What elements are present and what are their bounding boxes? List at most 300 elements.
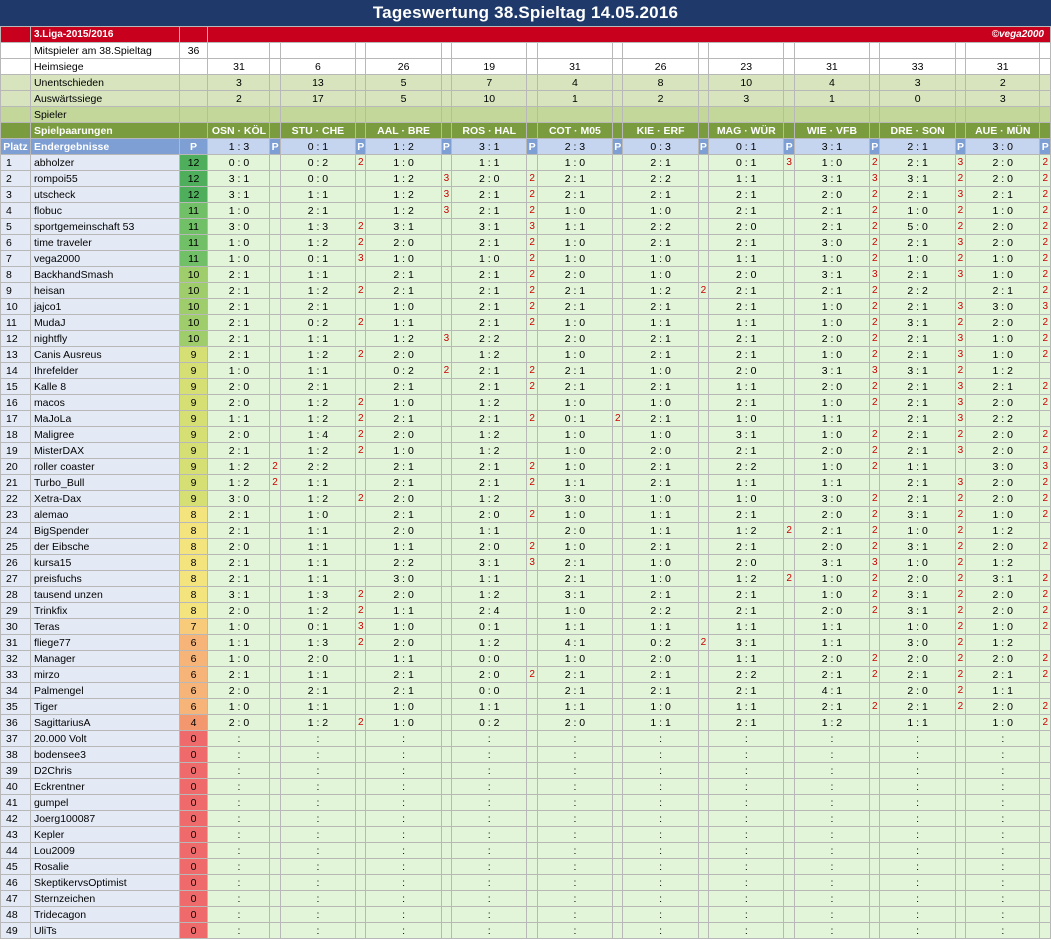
tip-points-empty xyxy=(1040,875,1051,891)
tip-cell: 2 : 1 xyxy=(366,683,441,699)
tip-cell: 2 : 1 xyxy=(794,667,869,683)
tip-points xyxy=(698,299,708,315)
tip-cell: 3 : 0 xyxy=(208,219,270,235)
tip-points-empty xyxy=(955,875,965,891)
tip-points: 2 xyxy=(527,267,537,283)
tip-points xyxy=(270,379,280,395)
tip-cell: 2 : 1 xyxy=(452,475,527,491)
tip-cell: 2 : 0 xyxy=(537,267,612,283)
tip-cell: 1 : 0 xyxy=(794,459,869,475)
tip-cell-empty: : xyxy=(280,907,355,923)
tip-cell-empty: : xyxy=(794,731,869,747)
tip-points xyxy=(270,683,280,699)
tip-points: 2 xyxy=(356,347,366,363)
tip-cell: 1 : 2 xyxy=(709,523,784,539)
tip-cell-empty: : xyxy=(280,731,355,747)
tip-points: 2 xyxy=(356,411,366,427)
tip-points: 2 xyxy=(870,395,880,411)
unentschieden-row-label: Unentschieden xyxy=(30,75,179,91)
tip-cell: 2 : 1 xyxy=(537,187,612,203)
tip-points xyxy=(270,619,280,635)
tip-cell-empty: : xyxy=(966,827,1040,843)
tip-cell: 2 : 1 xyxy=(452,283,527,299)
player-points: 8 xyxy=(179,539,208,555)
tip-points: 3 xyxy=(870,171,880,187)
tip-points: 2 xyxy=(527,667,537,683)
tip-cell: 2 : 1 xyxy=(623,411,698,427)
tip-cell-empty: : xyxy=(709,875,784,891)
player-name: Xetra-Dax xyxy=(30,491,179,507)
tip-points: 3 xyxy=(955,267,965,283)
tip-points xyxy=(784,555,794,571)
tip-cell: 1 : 2 xyxy=(452,347,527,363)
tip-cell: 0 : 1 xyxy=(280,619,355,635)
tip-cell: 2 : 2 xyxy=(366,555,441,571)
player-row xyxy=(1,411,1051,427)
tip-cell: 2 : 1 xyxy=(709,347,784,363)
tip-points xyxy=(527,699,537,715)
tip-cell: 2 : 1 xyxy=(366,283,441,299)
tip-cell-empty: : xyxy=(208,795,270,811)
tip-cell-empty: : xyxy=(794,859,869,875)
tip-cell: 1 : 1 xyxy=(537,475,612,491)
tip-points xyxy=(270,651,280,667)
player-row xyxy=(1,923,1051,939)
tip-points xyxy=(613,523,623,539)
tip-points-empty xyxy=(527,843,537,859)
tip-cell: 1 : 2 xyxy=(208,475,270,491)
player-points: 9 xyxy=(179,475,208,491)
player-points: 9 xyxy=(179,379,208,395)
tip-points xyxy=(784,363,794,379)
tip-cell: 2 : 0 xyxy=(966,603,1040,619)
tip-cell: 1 : 0 xyxy=(537,251,612,267)
tip-cell: 3 : 0 xyxy=(794,491,869,507)
tip-cell: 1 : 1 xyxy=(452,699,527,715)
results-row xyxy=(1,139,1051,155)
tip-cell: 2 : 2 xyxy=(280,459,355,475)
heimsiege-row-value: 31 xyxy=(794,59,869,75)
match-pair: DRE · SON xyxy=(880,123,955,139)
tip-cell: 2 : 1 xyxy=(537,683,612,699)
tip-cell-empty: : xyxy=(794,811,869,827)
tip-cell: 2 : 0 xyxy=(208,427,270,443)
tip-points: 2 xyxy=(955,363,965,379)
tip-cell-empty: : xyxy=(794,907,869,923)
tip-points-empty xyxy=(527,779,537,795)
tip-cell: 1 : 2 xyxy=(280,283,355,299)
match-result: 1 : 3 xyxy=(208,139,270,155)
tip-cell-empty: : xyxy=(880,891,955,907)
tip-cell: 2 : 1 xyxy=(208,555,270,571)
tip-points xyxy=(698,203,708,219)
tip-points xyxy=(356,651,366,667)
player-row xyxy=(1,299,1051,315)
tip-cell: 2 : 1 xyxy=(208,347,270,363)
player-name: Kepler xyxy=(30,827,179,843)
tip-cell: 0 : 0 xyxy=(452,683,527,699)
tip-cell: 1 : 2 xyxy=(452,587,527,603)
tip-cell: 2 : 1 xyxy=(537,299,612,315)
tip-points: 2 xyxy=(1040,715,1051,731)
tip-points: 2 xyxy=(870,219,880,235)
tip-points xyxy=(270,523,280,539)
tip-cell: 2 : 0 xyxy=(709,219,784,235)
tip-points: 3 xyxy=(870,555,880,571)
tip-cell: 2 : 0 xyxy=(966,171,1040,187)
tip-points xyxy=(698,683,708,699)
tip-cell-empty: : xyxy=(966,763,1040,779)
player-rank: 43 xyxy=(1,827,31,843)
tip-points xyxy=(784,219,794,235)
player-points: 11 xyxy=(179,219,208,235)
tip-points xyxy=(270,635,280,651)
tip-cell: 1 : 0 xyxy=(966,715,1040,731)
tip-cell: 2 : 1 xyxy=(280,203,355,219)
tip-cell: 1 : 0 xyxy=(366,715,441,731)
tip-cell: 1 : 1 xyxy=(280,267,355,283)
match-pair: AUE · MÜN xyxy=(966,123,1040,139)
tip-points-empty xyxy=(870,923,880,939)
player-rank: 32 xyxy=(1,651,31,667)
tip-cell: 2 : 1 xyxy=(709,395,784,411)
player-row xyxy=(1,443,1051,459)
tip-cell: 2 : 1 xyxy=(452,379,527,395)
player-points: 12 xyxy=(179,187,208,203)
tip-cell-empty: : xyxy=(880,827,955,843)
tip-cell: 3 : 1 xyxy=(709,427,784,443)
tip-cell: 1 : 1 xyxy=(880,459,955,475)
tip-points xyxy=(698,491,708,507)
tip-cell: 3 : 0 xyxy=(537,491,612,507)
tip-cell-empty: : xyxy=(623,731,698,747)
tip-points xyxy=(784,699,794,715)
tip-points-empty xyxy=(527,827,537,843)
tip-cell-empty: : xyxy=(452,731,527,747)
tip-cell: 2 : 1 xyxy=(208,267,270,283)
match-points-header: P xyxy=(699,140,707,153)
player-rank: 14 xyxy=(1,363,31,379)
tip-cell: 1 : 1 xyxy=(709,619,784,635)
player-name: tausend unzen xyxy=(30,587,179,603)
tip-cell-empty: : xyxy=(366,891,441,907)
tip-points: 3 xyxy=(356,251,366,267)
tip-points xyxy=(698,699,708,715)
tip-points: 2 xyxy=(870,299,880,315)
player-points: 8 xyxy=(179,603,208,619)
tip-points xyxy=(613,683,623,699)
tip-points-empty xyxy=(698,827,708,843)
tip-cell: 1 : 1 xyxy=(966,683,1040,699)
tip-cell: 1 : 0 xyxy=(966,251,1040,267)
tip-cell: 2 : 2 xyxy=(709,667,784,683)
tip-points xyxy=(527,427,537,443)
tip-points xyxy=(613,571,623,587)
tip-points-empty xyxy=(441,923,451,939)
tip-cell: 1 : 0 xyxy=(794,571,869,587)
tip-cell: 2 : 0 xyxy=(366,523,441,539)
tip-points: 2 xyxy=(1040,443,1051,459)
tip-cell-empty: : xyxy=(537,827,612,843)
tip-points xyxy=(356,667,366,683)
tip-points: 2 xyxy=(870,667,880,683)
player-row xyxy=(1,203,1051,219)
tip-cell: 1 : 0 xyxy=(280,507,355,523)
tip-cell-empty: : xyxy=(452,747,527,763)
tip-points: 3 xyxy=(955,187,965,203)
tip-points: 3 xyxy=(955,443,965,459)
tip-points: 2 xyxy=(527,299,537,315)
tip-cell-empty: : xyxy=(452,811,527,827)
player-row xyxy=(1,907,1051,923)
player-points: 0 xyxy=(179,843,208,859)
tip-points: 3 xyxy=(441,171,451,187)
player-rank: 28 xyxy=(1,587,31,603)
tip-points: 2 xyxy=(955,699,965,715)
tip-cell: 1 : 0 xyxy=(966,347,1040,363)
tip-points-empty xyxy=(356,875,366,891)
player-points: 10 xyxy=(179,315,208,331)
player-name: der Eibsche xyxy=(30,539,179,555)
tip-points xyxy=(870,411,880,427)
tip-points-empty xyxy=(441,795,451,811)
match-points-header: P xyxy=(357,140,365,153)
tip-points xyxy=(270,715,280,731)
tip-cell: 3 : 1 xyxy=(880,363,955,379)
tip-points: 2 xyxy=(870,571,880,587)
tip-points-empty xyxy=(870,859,880,875)
heimsiege-row-value: 31 xyxy=(208,59,270,75)
tip-cell: 2 : 1 xyxy=(794,203,869,219)
tip-cell: 1 : 2 xyxy=(623,283,698,299)
tip-cell-empty: : xyxy=(280,811,355,827)
tip-points xyxy=(441,571,451,587)
heimsiege-row-value: 31 xyxy=(966,59,1040,75)
tip-points xyxy=(1040,555,1051,571)
player-name: BackhandSmash xyxy=(30,267,179,283)
tip-points: 3 xyxy=(1040,299,1051,315)
tip-cell-empty: : xyxy=(452,843,527,859)
tip-cell: 2 : 1 xyxy=(452,315,527,331)
tip-cell-empty: : xyxy=(880,923,955,939)
tip-cell: 1 : 0 xyxy=(623,699,698,715)
tip-cell: 2 : 1 xyxy=(623,187,698,203)
tip-points xyxy=(441,715,451,731)
tip-points-empty xyxy=(955,827,965,843)
mitspieler-label: Mitspieler am 38.Spieltag xyxy=(30,43,179,59)
tip-points: 2 xyxy=(870,603,880,619)
player-points: 11 xyxy=(179,235,208,251)
tip-cell-empty: : xyxy=(880,795,955,811)
tip-points xyxy=(613,555,623,571)
player-points: 0 xyxy=(179,875,208,891)
player-points: 0 xyxy=(179,923,208,939)
tip-cell: 3 : 1 xyxy=(794,171,869,187)
tip-cell: 2 : 1 xyxy=(623,235,698,251)
tip-cell: 1 : 2 xyxy=(452,427,527,443)
match-points-header: P xyxy=(614,140,622,153)
tip-cell: 2 : 0 xyxy=(966,315,1040,331)
tip-cell: 2 : 0 xyxy=(966,443,1040,459)
tip-points xyxy=(613,299,623,315)
player-name: MudaJ xyxy=(30,315,179,331)
tip-points xyxy=(955,715,965,731)
tip-cell: 1 : 0 xyxy=(623,427,698,443)
player-points: 0 xyxy=(179,795,208,811)
tip-points: 3 xyxy=(527,219,537,235)
tip-points: 2 xyxy=(870,155,880,171)
tip-points-empty xyxy=(527,811,537,827)
tip-cell-empty: : xyxy=(623,843,698,859)
tip-points-empty xyxy=(1040,795,1051,811)
tip-cell-empty: : xyxy=(880,763,955,779)
tip-cell: 2 : 1 xyxy=(537,379,612,395)
match-result: 2 : 1 xyxy=(880,139,955,155)
match-pair: MAG · WÜR xyxy=(709,123,784,139)
tip-cell: 2 : 1 xyxy=(880,187,955,203)
player-name: Maligree xyxy=(30,427,179,443)
tip-cell-empty: : xyxy=(880,843,955,859)
tip-points-empty xyxy=(356,795,366,811)
tip-points xyxy=(270,539,280,555)
tip-cell: 1 : 1 xyxy=(208,635,270,651)
tip-points xyxy=(1040,635,1051,651)
player-points: 9 xyxy=(179,459,208,475)
tip-cell: 2 : 1 xyxy=(280,299,355,315)
tip-points-empty xyxy=(356,763,366,779)
tip-points xyxy=(527,635,537,651)
tip-cell-empty: : xyxy=(537,747,612,763)
tip-points xyxy=(441,347,451,363)
tip-cell: 3 : 1 xyxy=(880,587,955,603)
tip-points-empty xyxy=(270,843,280,859)
tip-points-empty xyxy=(613,843,623,859)
tip-points xyxy=(784,443,794,459)
tip-cell: 1 : 0 xyxy=(966,619,1040,635)
tip-cell: 2 : 0 xyxy=(794,651,869,667)
player-row xyxy=(1,811,1051,827)
tip-points-empty xyxy=(1040,747,1051,763)
tip-cell: 1 : 0 xyxy=(537,235,612,251)
player-name: roller coaster xyxy=(30,459,179,475)
tip-points xyxy=(613,219,623,235)
tip-points xyxy=(527,571,537,587)
tip-points: 2 xyxy=(1040,331,1051,347)
tip-cell-empty: : xyxy=(280,859,355,875)
tip-cell-empty: : xyxy=(966,779,1040,795)
tip-cell: 3 : 1 xyxy=(452,219,527,235)
tip-cell: 2 : 1 xyxy=(880,347,955,363)
tip-cell-empty: : xyxy=(452,907,527,923)
player-name: heisan xyxy=(30,283,179,299)
tip-points xyxy=(613,315,623,331)
tip-points xyxy=(441,635,451,651)
tip-cell: 2 : 1 xyxy=(880,443,955,459)
tip-cell-empty: : xyxy=(452,923,527,939)
tip-points-empty xyxy=(955,923,965,939)
tip-points xyxy=(613,587,623,603)
tip-points xyxy=(356,507,366,523)
tip-points-empty xyxy=(613,891,623,907)
tip-points-empty xyxy=(527,891,537,907)
tip-points xyxy=(613,603,623,619)
player-row xyxy=(1,267,1051,283)
tip-points xyxy=(441,683,451,699)
player-row xyxy=(1,619,1051,635)
tip-cell: 2 : 0 xyxy=(208,379,270,395)
player-row xyxy=(1,891,1051,907)
tip-points xyxy=(784,635,794,651)
endergebnisse-label: Endergebnisse xyxy=(30,139,179,155)
tip-points: 2 xyxy=(870,443,880,459)
tip-points: 2 xyxy=(955,427,965,443)
player-points: 6 xyxy=(179,635,208,651)
tip-points xyxy=(270,411,280,427)
tip-points: 2 xyxy=(955,635,965,651)
tip-points-empty xyxy=(356,731,366,747)
tip-points xyxy=(784,603,794,619)
tip-points: 2 xyxy=(870,347,880,363)
tip-points xyxy=(698,395,708,411)
heimsiege-row xyxy=(1,59,1051,75)
tip-points-empty xyxy=(784,747,794,763)
tip-cell: 1 : 4 xyxy=(280,427,355,443)
tip-cell: 1 : 2 xyxy=(452,491,527,507)
player-name: 20.000 Volt xyxy=(30,731,179,747)
tip-points xyxy=(784,715,794,731)
tip-points xyxy=(613,651,623,667)
tip-points xyxy=(270,283,280,299)
tip-cell: 2 : 0 xyxy=(966,587,1040,603)
tip-cell-empty: : xyxy=(208,811,270,827)
player-row xyxy=(1,507,1051,523)
tip-points xyxy=(1040,363,1051,379)
player-rank: 10 xyxy=(1,299,31,315)
tip-points xyxy=(356,171,366,187)
tip-points-empty xyxy=(698,731,708,747)
tip-points-empty xyxy=(527,747,537,763)
tip-cell: 2 : 0 xyxy=(537,331,612,347)
unentschieden-row-value: 3 xyxy=(880,75,955,91)
player-points: 0 xyxy=(179,731,208,747)
tip-cell-empty: : xyxy=(709,843,784,859)
tip-cell: 1 : 1 xyxy=(452,571,527,587)
tip-cell: 2 : 1 xyxy=(208,523,270,539)
tip-points-empty xyxy=(613,779,623,795)
tip-points xyxy=(441,555,451,571)
tip-cell: 2 : 1 xyxy=(709,235,784,251)
tip-cell: 2 : 1 xyxy=(452,411,527,427)
tip-cell: 2 : 1 xyxy=(452,187,527,203)
tip-points-empty xyxy=(270,923,280,939)
tip-points: 2 xyxy=(1040,619,1051,635)
tip-points xyxy=(527,155,537,171)
tip-cell: 2 : 0 xyxy=(880,571,955,587)
tip-cell-empty: : xyxy=(623,875,698,891)
player-rank: 18 xyxy=(1,427,31,443)
tip-cell: 2 : 0 xyxy=(966,699,1040,715)
tip-points xyxy=(613,667,623,683)
tip-cell: 2 : 0 xyxy=(794,603,869,619)
tip-cell: 1 : 1 xyxy=(623,715,698,731)
tip-cell: 4 : 1 xyxy=(537,635,612,651)
player-rank: 3 xyxy=(1,187,31,203)
tip-cell: 1 : 1 xyxy=(709,651,784,667)
tip-cell: 1 : 2 xyxy=(966,635,1040,651)
player-name: nightfly xyxy=(30,331,179,347)
tip-points: 2 xyxy=(870,315,880,331)
tip-points xyxy=(356,363,366,379)
